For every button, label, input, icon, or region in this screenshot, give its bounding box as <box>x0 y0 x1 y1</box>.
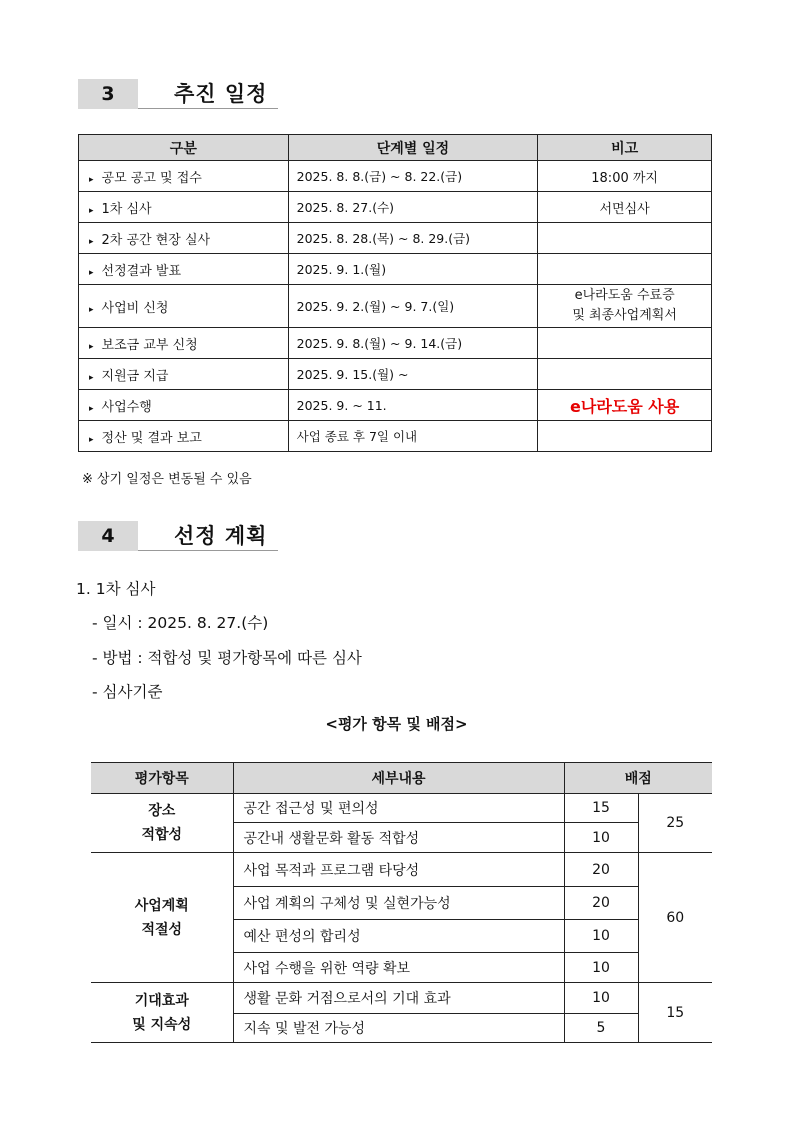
section-3-heading <box>78 79 278 111</box>
table-row <box>91 853 712 887</box>
table-row <box>79 192 712 223</box>
schedule-header-date: 단계별 일정 <box>288 135 538 161</box>
schedule-date: 2025. 9. 2.(월) ~ 9. 7.(일) <box>288 285 538 328</box>
section-3-number: 3 <box>78 79 138 109</box>
schedule-note-highlight: e나라도움 사용 <box>538 390 712 421</box>
table-row <box>79 254 712 285</box>
table-row <box>79 359 712 390</box>
evaluation-score: 5 <box>564 1014 638 1043</box>
review-heading: 1. 1차 심사 <box>76 580 156 598</box>
bullet-triangle-icon: ▸ <box>89 434 94 445</box>
bullet-triangle-icon: ▸ <box>89 304 94 315</box>
evaluation-score: 15 <box>564 794 638 823</box>
evaluation-detail: 사업 목적과 프로그램 타당성 <box>233 853 564 887</box>
schedule-date: 사업 종료 후 7일 이내 <box>288 421 538 452</box>
evaluation-header-row <box>91 763 712 794</box>
evaluation-header-category: 평가항목 <box>91 763 233 794</box>
bullet-triangle-icon: ▸ <box>89 236 94 247</box>
evaluation-score: 10 <box>564 953 638 983</box>
review-criteria: - 심사기준 <box>92 683 163 701</box>
evaluation-category: 장소 적합성 <box>91 794 233 853</box>
table-row <box>79 161 712 192</box>
evaluation-total: 25 <box>638 794 712 853</box>
review-method: - 방법 : 적합성 및 평가항목에 따른 심사 <box>92 649 362 667</box>
evaluation-header-detail: 세부내용 <box>233 763 564 794</box>
schedule-note: 18:00 까지 <box>538 161 712 192</box>
schedule-note: e나라도움 수료증 및 최종사업계획서 <box>538 285 712 328</box>
evaluation-score: 10 <box>564 920 638 953</box>
schedule-note <box>538 223 712 254</box>
schedule-stage: ▸ 2차 공간 현장 실사 <box>79 223 289 254</box>
evaluation-detail: 공간 접근성 및 편의성 <box>233 794 564 823</box>
bullet-triangle-icon: ▸ <box>89 341 94 352</box>
schedule-note <box>538 328 712 359</box>
schedule-header-stage: 구분 <box>79 135 289 161</box>
schedule-note <box>538 254 712 285</box>
table-row <box>79 421 712 452</box>
evaluation-detail: 지속 및 발전 가능성 <box>233 1014 564 1043</box>
bullet-triangle-icon: ▸ <box>89 267 94 278</box>
schedule-header-note: 비고 <box>538 135 712 161</box>
bullet-triangle-icon: ▸ <box>89 403 94 414</box>
schedule-stage: ▸ 사업수행 <box>79 390 289 421</box>
evaluation-total: 15 <box>638 983 712 1043</box>
evaluation-category: 사업계획 적절성 <box>91 853 233 983</box>
evaluation-total: 60 <box>638 853 712 983</box>
section-4-title: 선정 계획 <box>174 524 268 548</box>
table-row <box>79 328 712 359</box>
evaluation-score: 20 <box>564 887 638 920</box>
schedule-header-row <box>79 135 712 161</box>
schedule-stage: ▸ 지원금 지급 <box>79 359 289 390</box>
evaluation-score: 10 <box>564 823 638 853</box>
table-row <box>91 794 712 823</box>
section-4-heading <box>78 521 278 553</box>
schedule-date: 2025. 8. 8.(금) ~ 8. 22.(금) <box>288 161 538 192</box>
schedule-stage: ▸ 1차 심사 <box>79 192 289 223</box>
evaluation-score: 20 <box>564 853 638 887</box>
evaluation-score: 10 <box>564 983 638 1014</box>
table-row <box>79 223 712 254</box>
schedule-date: 2025. 9. ~ 11. <box>288 390 538 421</box>
section-4-number: 4 <box>78 521 138 551</box>
schedule-stage: ▸ 정산 및 결과 보고 <box>79 421 289 452</box>
schedule-date: 2025. 9. 1.(월) <box>288 254 538 285</box>
evaluation-detail: 생활 문화 거점으로서의 기대 효과 <box>233 983 564 1014</box>
schedule-date: 2025. 8. 27.(수) <box>288 192 538 223</box>
schedule-note <box>538 421 712 452</box>
evaluation-header-score: 배점 <box>564 763 712 794</box>
schedule-footnote: ※ 상기 일정은 변동될 수 있음 <box>82 472 252 487</box>
schedule-note: 서면심사 <box>538 192 712 223</box>
schedule-date: 2025. 8. 28.(목) ~ 8. 29.(금) <box>288 223 538 254</box>
bullet-triangle-icon: ▸ <box>89 174 94 185</box>
schedule-stage: ▸ 선정결과 발표 <box>79 254 289 285</box>
review-date: - 일시 : 2025. 8. 27.(수) <box>92 614 269 632</box>
section-3-underline <box>138 108 278 109</box>
schedule-stage: ▸ 보조금 교부 신청 <box>79 328 289 359</box>
evaluation-detail: 사업 계획의 구체성 및 실현가능성 <box>233 887 564 920</box>
section-4-underline <box>138 550 278 551</box>
evaluation-detail: 공간내 생활문화 활동 적합성 <box>233 823 564 853</box>
bullet-triangle-icon: ▸ <box>89 372 94 383</box>
schedule-note <box>538 359 712 390</box>
table-row <box>91 983 712 1014</box>
evaluation-caption: <평가 항목 및 배점> <box>325 715 468 733</box>
evaluation-category: 기대효과 및 지속성 <box>91 983 233 1043</box>
evaluation-detail: 사업 수행을 위한 역량 확보 <box>233 953 564 983</box>
schedule-stage: ▸ 공모 공고 및 접수 <box>79 161 289 192</box>
section-3-title: 추진 일정 <box>174 82 268 106</box>
table-row <box>79 390 712 421</box>
schedule-table <box>78 134 712 452</box>
evaluation-table <box>91 762 712 1043</box>
bullet-triangle-icon: ▸ <box>89 205 94 216</box>
table-row <box>79 285 712 328</box>
schedule-date: 2025. 9. 15.(월) ~ <box>288 359 538 390</box>
schedule-date: 2025. 9. 8.(월) ~ 9. 14.(금) <box>288 328 538 359</box>
schedule-stage: ▸ 사업비 신청 <box>79 285 289 328</box>
evaluation-detail: 예산 편성의 합리성 <box>233 920 564 953</box>
